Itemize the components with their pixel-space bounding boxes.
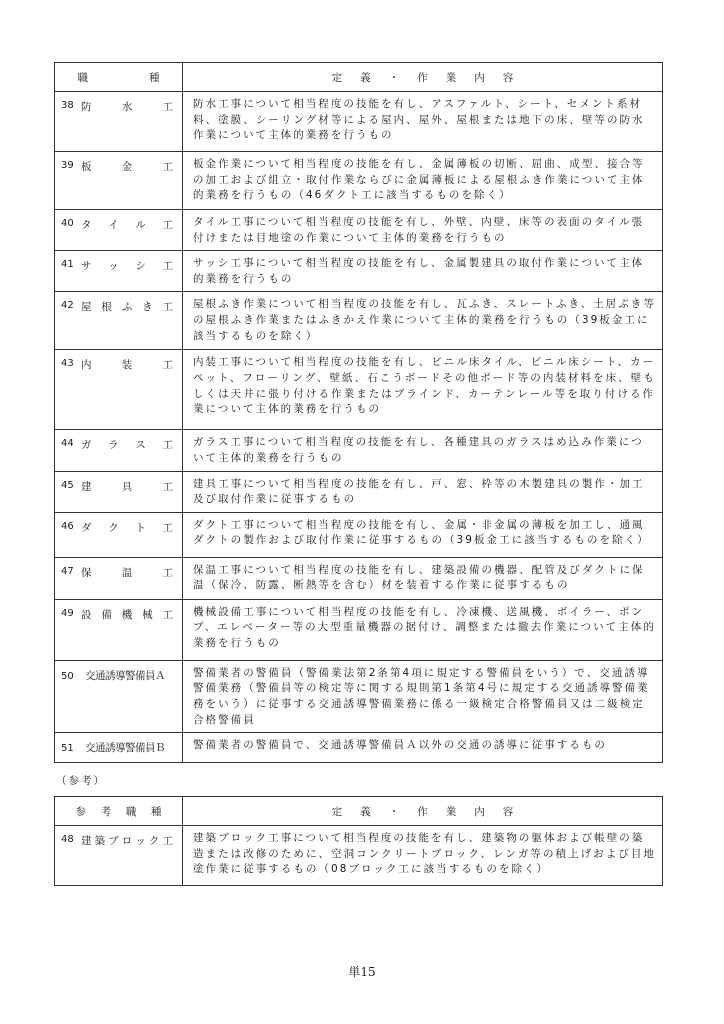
job-name-char: 械 [142,608,153,621]
job-type-cell [55,251,183,292]
job-type-cell [55,292,183,350]
job-description: サッシ工事について相当程度の技能を有し、金属製建具の取付作業について主体的業務を行うもの [183,251,663,292]
job-name [81,479,173,494]
job-type-cell [55,733,183,763]
header-char: ・ [388,71,400,84]
table-header-row [55,797,663,826]
job-description: 警備業者の警備員で、交通誘導警備員Ａ以外の交通の誘導に従事するもの [183,733,663,763]
job-name-char: イ [108,219,119,231]
job-type-cell [55,471,183,512]
job-type-cell [55,152,183,210]
table-row [55,430,663,471]
header-char: 作 [417,71,428,84]
job-number: 46 [61,520,74,532]
header-char: 義 [360,805,371,818]
job-definition-table [54,62,663,763]
header-char: 定 [331,805,343,818]
job-number: 49 [61,607,74,619]
job-name-char: 工 [162,301,173,314]
header-char: 業 [445,805,457,818]
header-char: ・ [388,805,400,818]
job-name-char: ク [148,835,160,847]
job-name-char: 工 [162,439,173,452]
job-number: 43 [61,358,74,370]
table-row [55,660,663,732]
table-row [55,599,663,660]
job-name-char: 具 [121,480,133,493]
table-row [55,251,663,292]
job-name-char: 板 [81,161,92,173]
job-name-char: 工 [162,219,173,231]
header-char: 種 [149,71,160,84]
job-type-cell [55,660,183,732]
header-char: 容 [502,805,514,818]
job-name-char: 建 [81,835,92,847]
job-description: タイル工事について相当程度の技能を有し、外壁、内壁、床等の表面のタイル張付けまたは目地塗の作業について主体的業務を行うもの [183,210,663,251]
header-char: 職 [77,71,88,84]
job-name [81,217,173,232]
job-number: 51 [61,743,74,755]
job-name-char: ラ [108,439,119,452]
job-name-char: 工 [162,835,173,847]
job-type-cell [55,350,183,430]
job-description: 保温工事について相当程度の技能を有し、建築設備の機器、配管及びダクトに保温（保冷、防露、断熱等を含む）材を装着する作業に従事するもの [183,557,663,599]
job-description: 警備業者の警備員（警備業法第2条第4項に規定する警備員をいう）で、交通誘導警備業務（警備員等の検定等に関する規則第1条第4号に規定する交通誘導警備業務をいう）に従事する交通誘導警備業務に係る一級検定合格警備員又は二級検定合格警備員 [183,660,663,732]
job-number: 44 [61,438,74,450]
job-number: 40 [61,218,74,229]
job-type-cell [55,210,183,251]
job-description: 防水工事について相当程度の技能を有し、アスファルト、シート、セメント系材料、塗膜、シーリング材等による屋内、屋外、屋根または地下の床、壁等の防水作業について主体的業務を行うもの [183,92,663,152]
table-row [55,92,663,152]
job-name [81,357,173,372]
job-name [81,833,173,848]
job-name-char: 工 [162,260,173,273]
job-name-char: 保 [81,566,92,579]
table-row [55,471,663,512]
job-number: 38 [61,100,74,111]
job-name-char: 内 [81,359,92,372]
job-name [81,99,173,114]
header-job-type [55,63,183,92]
job-name-char: シ [135,260,146,273]
job-name-char: 備 [101,608,112,621]
job-name-char: ッ [135,835,146,847]
job-name-char: ッ [108,260,119,273]
job-number: 45 [61,479,74,491]
job-type-cell [55,430,183,471]
job-name [81,520,173,535]
reference-job-table [54,796,663,886]
job-name-char: 築 [94,835,106,847]
table-row [55,350,663,430]
job-name-char: 工 [162,566,173,579]
job-number: 50 [61,670,74,682]
job-description: ダクト工事について相当程度の技能を有し、金属・非金属の薄板を加工し、通風ダクトの製作および取付作業に従事するもの（39板金工に該当するものを除く） [183,512,663,557]
job-name-char: き [142,301,153,314]
job-name-char: 工 [162,101,173,113]
job-name-char: 工 [162,161,173,173]
header-definition [183,63,663,92]
header-char: 容 [502,71,514,84]
reference-note: （参考） [56,775,106,787]
table-row [55,512,663,557]
job-name-char: ダ [81,521,92,534]
job-name-char: 温 [121,566,133,579]
header-job-type-label [78,70,160,85]
header-char: 種 [150,805,162,818]
job-name-char: ブ [108,835,119,847]
job-name [81,159,173,174]
table-row [55,152,663,210]
job-name-char: 機 [121,608,133,621]
job-name-char: 工 [162,359,173,372]
header-char: 内 [474,805,485,818]
job-name-char: ト [135,521,146,534]
job-number: 48 [61,834,74,845]
job-name [81,607,173,622]
table-row [55,826,663,886]
header-char: 定 [331,71,343,84]
job-description: 屋根ふき作業について相当程度の技能を有し、瓦ふき、スレートふき、土居ぶき等の屋根ふき作業またはふきかえ作業について主体的業務を行うもの（39板金工に該当するものを除く） [183,292,663,350]
job-name-char: 建 [81,480,92,493]
job-name [81,258,173,273]
job-description: 機械設備工事について相当程度の技能を有し、冷凍機、送風機、ボイラー、ポンプ、エレベーター等の大型重量機器の据付け、調整または撤去作業について主体的業務を行うもの [183,599,663,660]
table-row [55,210,663,251]
job-type-cell [55,599,183,660]
job-name-char: 工 [162,608,173,621]
table-row [55,733,663,763]
job-name-char: 工 [162,480,173,493]
table-row [55,557,663,599]
job-description: 建築ブロック工事について相当程度の技能を有し、建築物の躯体および帳壁の築造または改修のために、空洞コンクリートブロック、レンガ等の積上げおよび目地塗作業に従事するもの（08ブロック工に該当するものを除く） [183,826,663,886]
job-description: ガラス工事について相当程度の技能を有し、各種建具のガラスはめ込み作業について主体的業務を行うもの [183,430,663,471]
job-name-char: 設 [81,608,92,621]
job-name-char: ふ [121,301,133,314]
job-description: 建具工事について相当程度の技能を有し、戸、窓、枠等の木製建具の製作・加工及び取付作業に従事するもの [183,471,663,512]
header-char: 作 [417,805,428,818]
job-description: 板金作業について相当程度の技能を有し、金属薄板の切断、屈曲、成型、接合等の加工および組立・取付作業ならびに金属薄板による屋根ふき作業について主体的業務を行うもの（46ダクト工に該当するものを除く） [183,152,663,210]
job-name [81,299,173,314]
header-char: 業 [445,71,457,84]
job-type-cell [55,826,183,886]
header-job-type-label [76,804,162,819]
job-name-char: 防 [81,101,92,113]
job-type-cell [55,557,183,599]
job-name-char: 装 [121,359,133,372]
job-name-char: 工 [162,521,173,534]
job-name-char: 根 [101,301,112,314]
job-name [81,437,173,452]
job-number: 41 [61,259,74,271]
job-name-char: ク [108,521,119,534]
page-number: 単15 [348,965,376,979]
job-name-char: ル [135,219,146,231]
header-char: 義 [360,71,371,84]
job-name-char: 水 [121,101,133,113]
job-name-char: ガ [81,439,92,452]
header-definition [183,797,663,826]
header-char: 職 [125,805,137,818]
job-number: 47 [61,565,74,577]
header-char: 内 [474,71,485,84]
job-name-char: ロ [121,835,133,847]
job-name: 交通誘導警備員Ｂ [85,742,165,755]
job-type-cell [55,512,183,557]
header-char: 参 [75,805,86,818]
job-description: 内装工事について相当程度の技能を有し、ビニル床タイル、ビニル床シート、カーペット、フローリング、壁紙、石こうボードその他ボード等の内装材料を床、壁もしくは天井に張り付ける作業またはブラインド、カーテンレール等を取り付ける作業について主体的業務を行うもの [183,350,663,430]
header-char: 考 [100,805,112,818]
job-name-char: ス [135,439,146,452]
job-number: 42 [61,300,74,312]
job-type-cell [55,92,183,152]
job-number: 39 [61,160,74,171]
job-name-char: タ [81,219,92,231]
table-row [55,292,663,350]
table-header-row [55,63,663,92]
job-name [81,565,173,580]
job-name-char: 屋 [81,301,92,314]
job-name-char: サ [81,260,92,273]
header-job-type [55,797,183,826]
job-name: 交通誘導警備員Ａ [85,669,165,682]
job-name-char: 金 [121,161,133,173]
